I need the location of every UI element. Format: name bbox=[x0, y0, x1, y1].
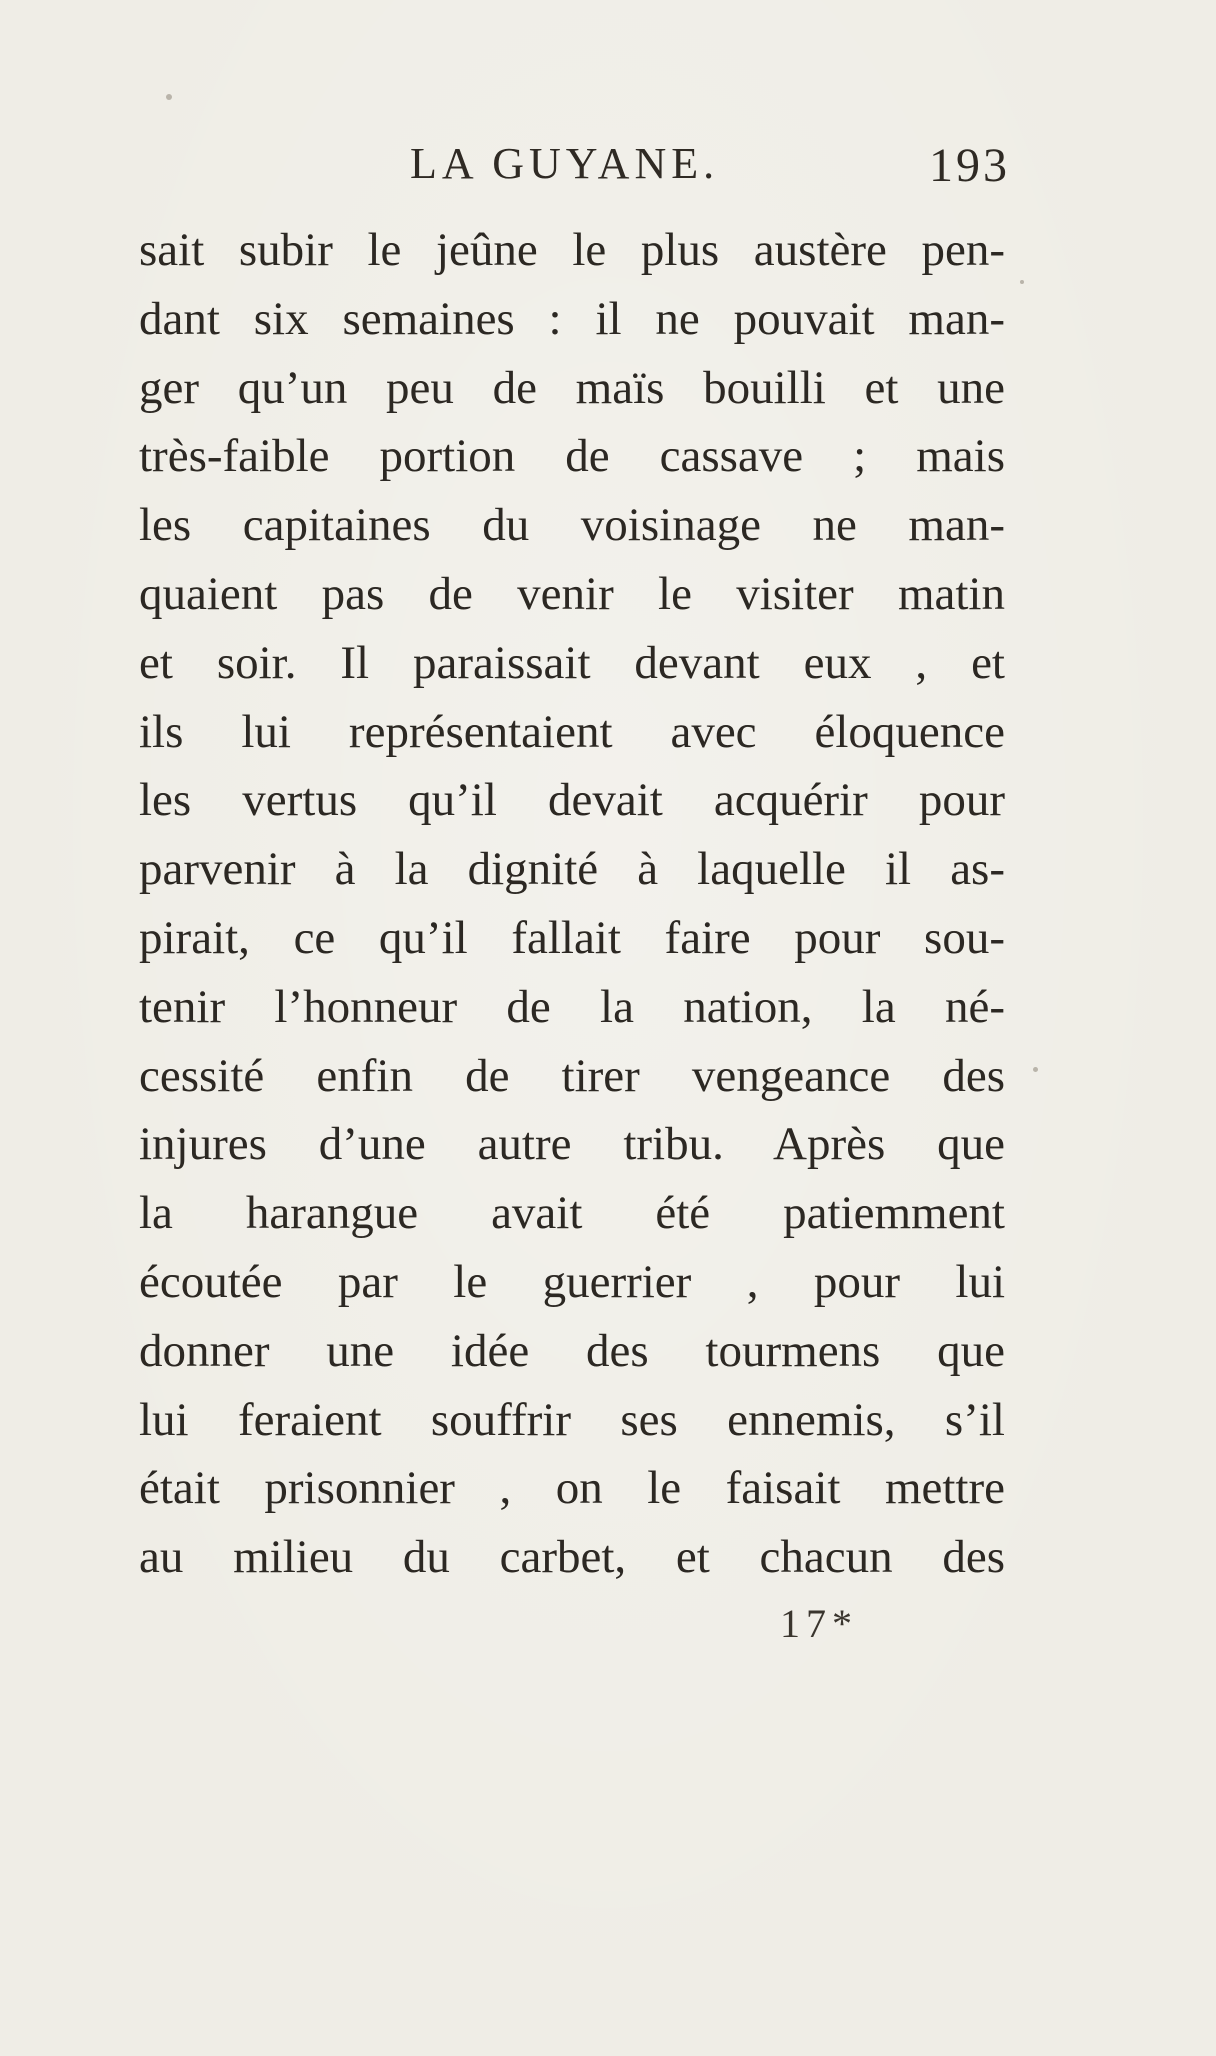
text-line: et soir. Il paraissait devant eux , et bbox=[139, 636, 1005, 689]
text-line: quaient pas de venir le visiter matin bbox=[139, 567, 1005, 620]
text-line: les vertus qu’il devait acquérir pour bbox=[139, 774, 1005, 827]
page-header bbox=[140, 128, 1010, 208]
paper-speck bbox=[1020, 280, 1024, 284]
text-line: injures d’une autre tribu. Après que bbox=[139, 1118, 1005, 1171]
text-line: les capitaines du voisinage ne man- bbox=[139, 499, 1005, 552]
page-number: 193 bbox=[929, 139, 1010, 192]
text-line: lui feraient souffrir ses ennemis, s’il bbox=[139, 1393, 1005, 1446]
text-line: tenir l’honneur de la nation, la né- bbox=[139, 980, 1005, 1033]
text-line: pirait, ce qu’il fallait faire pour sou- bbox=[139, 911, 1005, 964]
text-line: donner une idée des tourmens que bbox=[139, 1324, 1005, 1377]
paper-speck bbox=[166, 94, 172, 100]
text-line: très-faible portion de cassave ; mais bbox=[139, 430, 1005, 483]
text-line: au milieu du carbet, et chacun des bbox=[139, 1531, 1005, 1584]
text-line: parvenir à la dignité à laquelle il as- bbox=[139, 843, 1005, 896]
text-line: ger qu’un peu de maïs bouilli et une bbox=[139, 361, 1005, 414]
text-line: cessité enfin de tirer vengeance des bbox=[139, 1049, 1005, 1102]
signature-mark: 17* bbox=[780, 1601, 858, 1646]
running-head: LA GUYANE. bbox=[410, 139, 720, 188]
text-line: était prisonnier , on le faisait mettre bbox=[139, 1462, 1005, 1515]
text-line: sait subir le jeûne le plus austère pen- bbox=[139, 224, 1005, 276]
text-line: écoutée par le guerrier , pour lui bbox=[139, 1255, 1005, 1308]
body-text bbox=[139, 216, 1005, 1592]
text-line: la harangue avait été patiemment bbox=[139, 1187, 1005, 1240]
text-line: dant six semaines : il ne pouvait man- bbox=[139, 292, 1005, 345]
paper-speck bbox=[1033, 1067, 1038, 1072]
text-line: ils lui représentaient avec éloquence bbox=[139, 705, 1005, 758]
